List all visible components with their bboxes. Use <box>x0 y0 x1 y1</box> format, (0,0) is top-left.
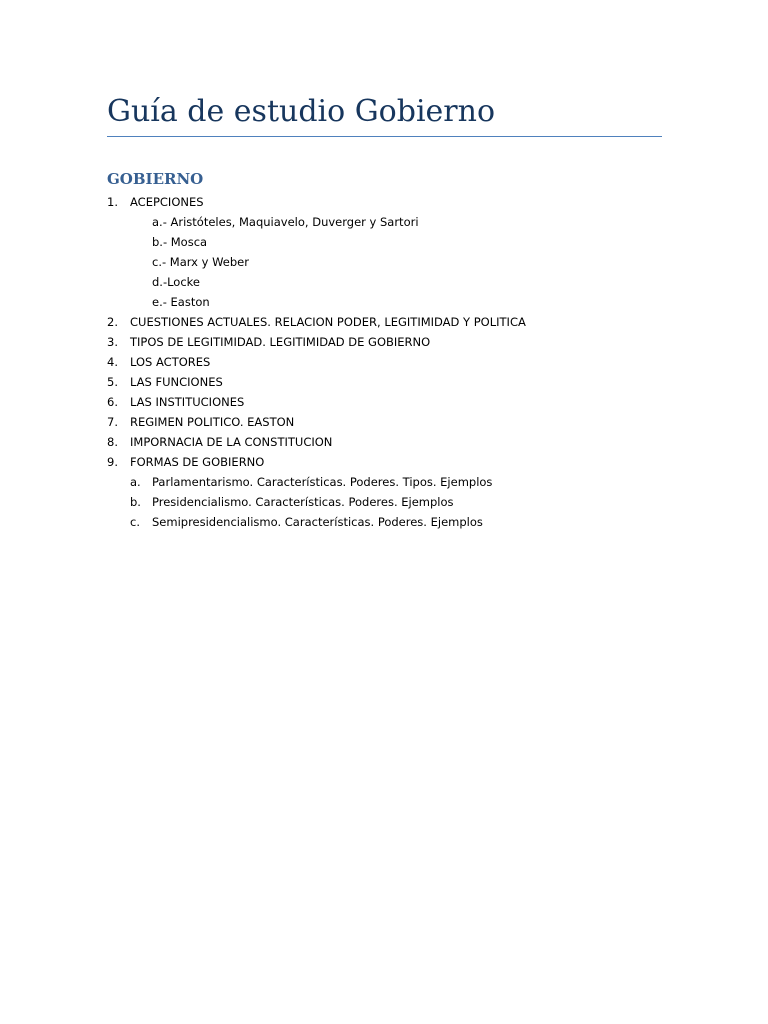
item-text: TIPOS DE LEGITIMIDAD. LEGITIMIDAD DE GOBIERNO <box>130 335 431 349</box>
subitem-text: b.- Mosca <box>152 235 208 249</box>
outline-item <box>0 312 768 332</box>
title-underline <box>107 136 662 137</box>
outline-subitem <box>0 272 768 292</box>
item-number: 6. <box>107 395 118 409</box>
outline-subitem <box>0 292 768 312</box>
item-text: FORMAS DE GOBIERNO <box>130 455 265 469</box>
outline-item <box>0 432 768 452</box>
item-number: 5. <box>107 375 118 389</box>
item-number: 2. <box>107 315 118 329</box>
outline-item <box>0 412 768 432</box>
subitem-text: a.- Aristóteles, Maquiavelo, Duverger y Sartori <box>152 215 419 229</box>
item-text: LOS ACTORES <box>130 355 211 369</box>
item-text: LAS FUNCIONES <box>130 375 223 389</box>
document-title: Guía de estudio Gobierno <box>107 94 496 129</box>
item-number: 8. <box>107 435 118 449</box>
outline-subitem <box>0 212 768 232</box>
outline-lettered-subitem <box>0 472 768 492</box>
outline-lettered-subitem <box>0 492 768 512</box>
outline-item <box>0 372 768 392</box>
item-number: 1. <box>107 195 118 209</box>
subitem-letter: c. <box>130 515 140 529</box>
subitem-text: Parlamentarismo. Características. Poderes. Tipos. Ejemplos <box>152 475 493 489</box>
subitem-text: c.- Marx y Weber <box>152 255 249 269</box>
item-number: 7. <box>107 415 118 429</box>
outline-item <box>0 392 768 412</box>
item-text: CUESTIONES ACTUALES. RELACION PODER, LEGITIMIDAD Y POLITICA <box>130 315 526 329</box>
outline-item <box>0 332 768 352</box>
subitem-text: Presidencialismo. Características. Poderes. Ejemplos <box>152 495 454 509</box>
item-text: ACEPCIONES <box>130 195 204 209</box>
item-number: 3. <box>107 335 118 349</box>
subitem-text: e.- Easton <box>152 295 210 309</box>
study-outline <box>0 192 768 532</box>
outline-subitem <box>0 252 768 272</box>
section-heading: GOBIERNO <box>107 170 204 188</box>
subitem-letter: b. <box>130 495 141 509</box>
outline-lettered-subitem <box>0 512 768 532</box>
outline-item <box>0 452 768 472</box>
outline-item <box>0 192 768 212</box>
subitem-letter: a. <box>130 475 141 489</box>
outline-subitem <box>0 232 768 252</box>
subitem-text: d.-Locke <box>152 275 200 289</box>
item-number: 4. <box>107 355 118 369</box>
item-text: IMPORNACIA DE LA CONSTITUCION <box>130 435 333 449</box>
outline-item <box>0 352 768 372</box>
item-text: LAS INSTITUCIONES <box>130 395 245 409</box>
subitem-text: Semipresidencialismo. Características. Poderes. Ejemplos <box>152 515 483 529</box>
item-text: REGIMEN POLITICO. EASTON <box>130 415 295 429</box>
item-number: 9. <box>107 455 118 469</box>
